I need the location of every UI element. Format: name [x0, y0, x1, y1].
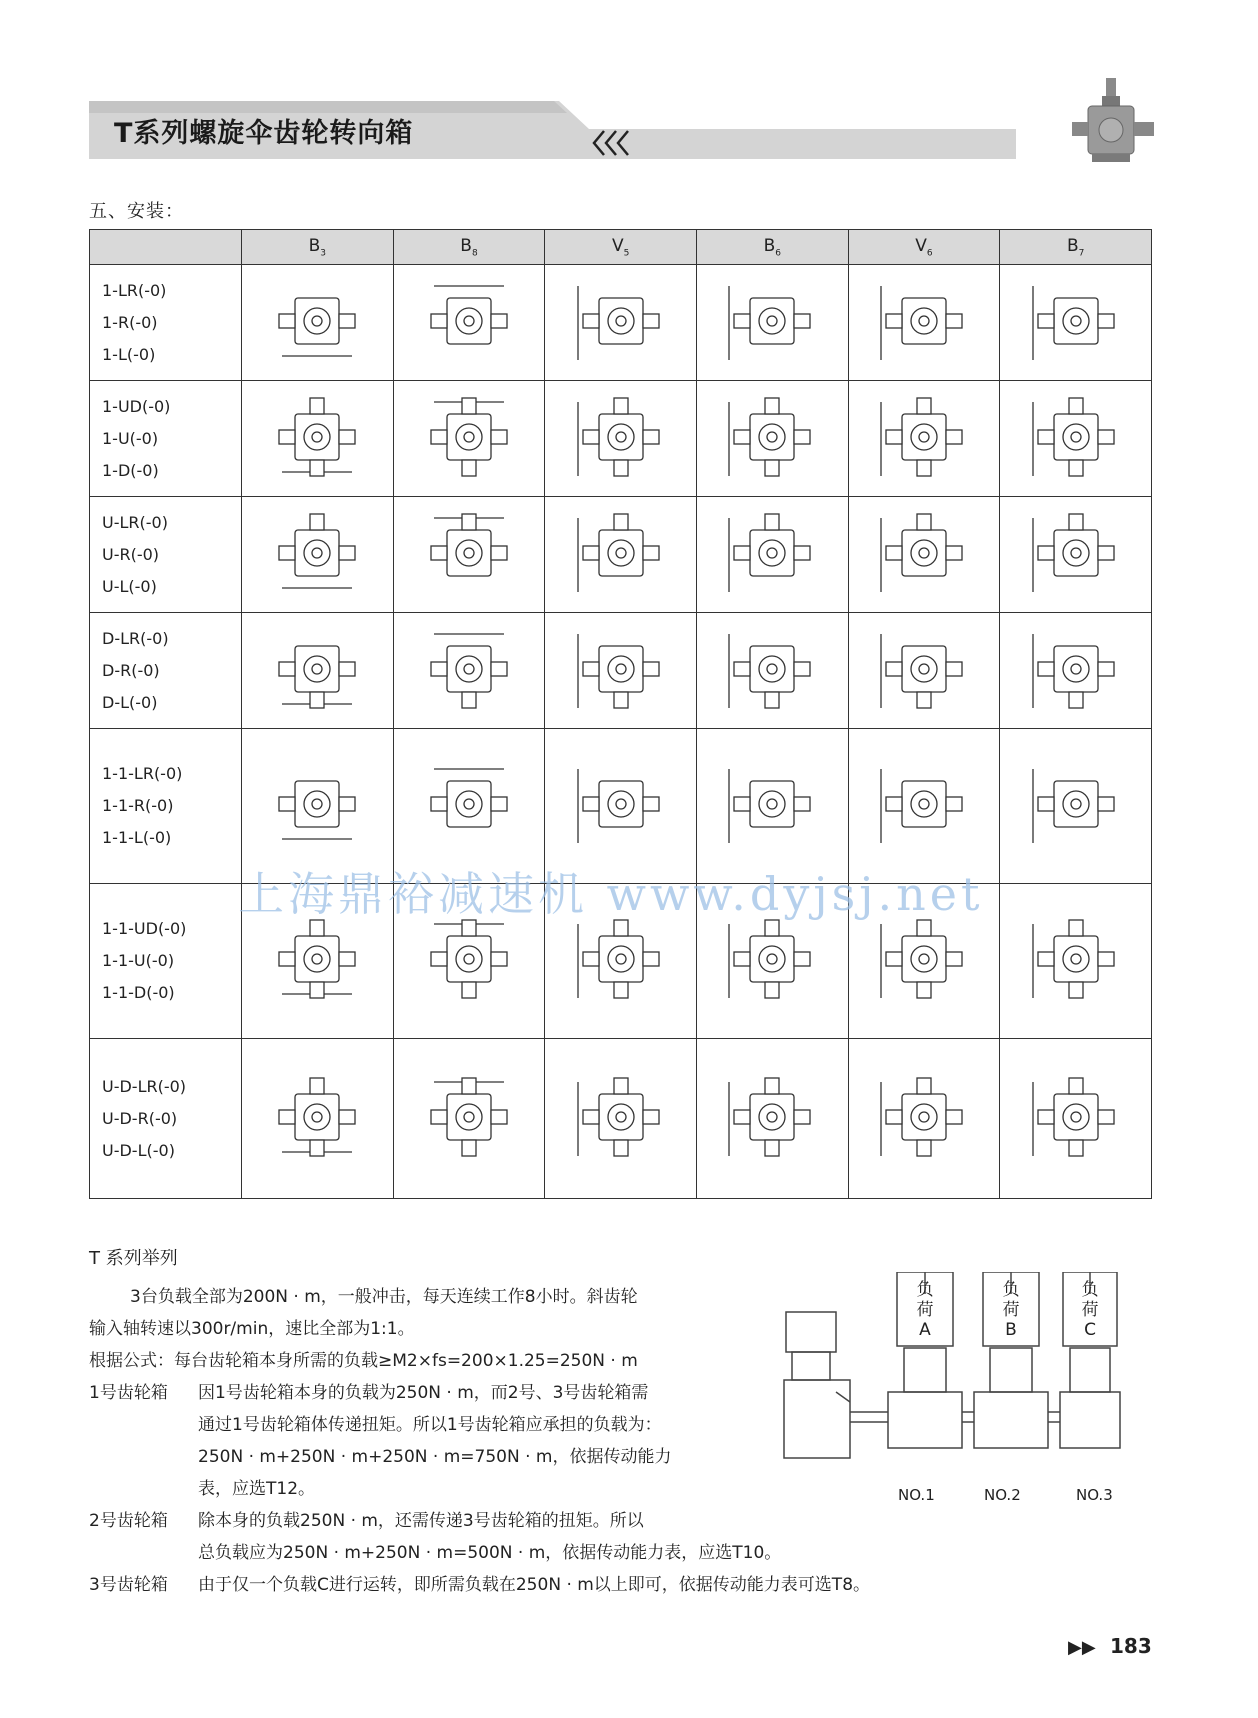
mount-drawing-cell — [1000, 497, 1152, 613]
gearbox-drawing-icon — [869, 1072, 979, 1162]
mount-drawing-cell — [393, 1039, 545, 1199]
mount-drawing-cell — [545, 613, 697, 729]
gearbox-drawing-icon — [566, 914, 676, 1004]
table-row — [90, 381, 1152, 497]
gearbox-drawing-icon — [414, 624, 524, 714]
mount-drawing-cell — [393, 265, 545, 381]
watermark: 上海鼎裕减速机 www.dyjsj.net — [238, 867, 984, 921]
gearbox-drawing-icon — [262, 392, 372, 482]
box1-line: 表，应选T12。 — [198, 1479, 316, 1499]
gearbox-drawing-icon — [262, 508, 372, 598]
gearbox-drawing-icon — [1021, 392, 1131, 482]
mount-code: D-LR(-0) — [102, 628, 169, 648]
mount-code-cell — [90, 265, 242, 381]
mount-code: 1-LR(-0) — [102, 280, 167, 300]
col-header: $V_6$ — [848, 230, 1000, 265]
gearbox-drawing-icon — [869, 392, 979, 482]
mount-drawing-cell — [242, 381, 394, 497]
gearbox-product-icon — [1062, 72, 1162, 172]
mount-drawing-cell — [393, 613, 545, 729]
gearbox-drawing-icon — [414, 392, 524, 482]
mount-code-cell — [90, 729, 242, 884]
gearbox-drawing-icon — [717, 624, 827, 714]
box3-label: 3号齿轮箱 — [89, 1575, 168, 1595]
gearbox-drawing-icon — [1021, 1072, 1131, 1162]
mount-drawing-cell — [696, 1039, 848, 1199]
gearbox-drawing-icon — [1021, 624, 1131, 714]
mount-code: U-L(-0) — [102, 576, 157, 596]
mount-code: 1-R(-0) — [102, 312, 158, 332]
table-row — [90, 265, 1152, 381]
chevrons-icon — [588, 128, 638, 162]
mount-code: 1-U(-0) — [102, 428, 159, 448]
mount-code: U-LR(-0) — [102, 512, 168, 532]
gearbox-drawing-icon — [717, 759, 827, 849]
mount-code: 1-UD(-0) — [102, 396, 171, 416]
mount-code: U-R(-0) — [102, 544, 160, 564]
gearbox-drawing-icon — [717, 392, 827, 482]
mount-drawing-cell — [1000, 884, 1152, 1039]
box3-line: 由于仅一个负载C进行运转，即所需负载在250N · m以上即可，依据传动能力表可选T8。 — [198, 1575, 871, 1595]
gearbox-drawing-icon — [566, 1072, 676, 1162]
mount-code: 1-D(-0) — [102, 460, 159, 480]
gearbox-drawing-icon — [717, 276, 827, 366]
example-intro-1: 3台负载全部为200N · m，一般冲击，每天连续工作8小时。斜齿轮 — [130, 1287, 638, 1307]
page-number: 183 — [1110, 1634, 1152, 1658]
mount-drawing-cell — [545, 265, 697, 381]
load-label-a: 负 荷 A — [916, 1280, 934, 1340]
mount-code: U-D-LR(-0) — [102, 1076, 187, 1096]
mount-drawing-cell — [848, 1039, 1000, 1199]
mount-code: U-D-R(-0) — [102, 1108, 178, 1128]
mount-code: 1-1-UD(-0) — [102, 919, 187, 938]
mount-code: 1-1-L(-0) — [102, 828, 172, 847]
mount-drawing-cell — [1000, 265, 1152, 381]
mount-code: 1-1-LR(-0) — [102, 764, 183, 783]
mount-code: U-D-L(-0) — [102, 1140, 175, 1160]
box1-label: 1号齿轮箱 — [89, 1383, 168, 1403]
gearbox-drawing-icon — [566, 624, 676, 714]
mount-code: D-L(-0) — [102, 692, 158, 712]
col-header: $B_7$ — [1000, 230, 1152, 265]
section-title: 五、安装： — [89, 201, 184, 222]
gearbox-drawing-icon — [414, 1072, 524, 1162]
example-title: T 系列举列 — [89, 1248, 178, 1269]
unit-label: NO.1 — [898, 1486, 935, 1504]
mount-drawing-cell — [242, 497, 394, 613]
box1-line: 通过1号齿轮箱体传递扭矩。所以1号齿轮箱应承担的负载为： — [198, 1415, 662, 1435]
mount-drawing-cell — [696, 265, 848, 381]
gearbox-drawing-icon — [1021, 914, 1131, 1004]
col-header: $B_3$ — [242, 230, 394, 265]
mount-drawing-cell — [393, 381, 545, 497]
mount-code: 1-1-D(-0) — [102, 983, 175, 1002]
corner-header — [90, 230, 242, 265]
gearbox-drawing-icon — [1021, 276, 1131, 366]
mount-code-cell — [90, 613, 242, 729]
table-row — [90, 1039, 1152, 1199]
col-header: $B_8$ — [393, 230, 545, 265]
gearbox-drawing-icon — [566, 508, 676, 598]
mount-drawing-cell — [1000, 613, 1152, 729]
gearbox-drawing-icon — [1021, 508, 1131, 598]
load-label-b: 负 荷 B — [1002, 1280, 1020, 1340]
gearbox-drawing-icon — [414, 508, 524, 598]
col-header: $B_6$ — [696, 230, 848, 265]
mount-drawing-cell — [1000, 1039, 1152, 1199]
mount-code-cell — [90, 381, 242, 497]
gearbox-drawing-icon — [262, 759, 372, 849]
mount-code-cell — [90, 884, 242, 1039]
mount-drawing-cell — [848, 265, 1000, 381]
mount-drawing-cell — [545, 497, 697, 613]
gearbox-drawing-icon — [869, 276, 979, 366]
unit-label: NO.3 — [1076, 1486, 1113, 1504]
box2-label: 2号齿轮箱 — [89, 1511, 168, 1531]
load-label-c: 负 荷 C — [1081, 1280, 1099, 1340]
gearbox-drawing-icon — [414, 759, 524, 849]
mount-drawing-cell — [393, 497, 545, 613]
gearbox-drawing-icon — [1021, 759, 1131, 849]
mount-drawing-cell — [242, 1039, 394, 1199]
mount-code: D-R(-0) — [102, 660, 160, 680]
mounting-table — [89, 229, 1152, 1199]
gearbox-drawing-icon — [566, 276, 676, 366]
gearbox-drawing-icon — [414, 276, 524, 366]
gearbox-drawing-icon — [262, 1072, 372, 1162]
mount-drawing-cell — [1000, 729, 1152, 884]
mount-code: 1-1-R(-0) — [102, 796, 174, 815]
example-formula: 根据公式：每台齿轮箱本身所需的负载≥M2×fs=200×1.25=250N · m — [89, 1351, 638, 1371]
mount-drawing-cell — [848, 381, 1000, 497]
page-title: T系列螺旋伞齿轮转向箱 — [114, 118, 414, 149]
mount-drawing-cell — [696, 497, 848, 613]
box2-line: 除本身的负载250N · m，还需传递3号齿轮箱的扭矩。所以 — [198, 1511, 644, 1531]
gearbox-drawing-icon — [717, 1072, 827, 1162]
box1-line: 250N · m+250N · m+250N · m=750N · m，依据传动能力 — [198, 1447, 672, 1467]
transmission-diagram — [778, 1272, 1148, 1512]
gearbox-drawing-icon — [869, 759, 979, 849]
gearbox-drawing-icon — [566, 759, 676, 849]
gearbox-drawing-icon — [869, 914, 979, 1004]
mount-drawing-cell — [848, 497, 1000, 613]
gearbox-drawing-icon — [414, 914, 524, 1004]
mount-code-cell — [90, 1039, 242, 1199]
gearbox-drawing-icon — [717, 914, 827, 1004]
example-intro-2: 输入轴转速以300r/min，速比全部为1:1。 — [89, 1319, 415, 1339]
gearbox-drawing-icon — [869, 624, 979, 714]
mount-drawing-cell — [848, 613, 1000, 729]
mount-code-cell — [90, 497, 242, 613]
mount-drawing-cell — [1000, 381, 1152, 497]
unit-label: NO.2 — [984, 1486, 1021, 1504]
mount-drawing-cell — [545, 381, 697, 497]
mount-drawing-cell — [545, 1039, 697, 1199]
gearbox-drawing-icon — [262, 914, 372, 1004]
mount-code: 1-L(-0) — [102, 344, 156, 364]
mount-drawing-cell — [242, 265, 394, 381]
gearbox-drawing-icon — [869, 508, 979, 598]
gearbox-drawing-icon — [717, 508, 827, 598]
page-arrows-icon: ▶▶ — [1068, 1637, 1096, 1658]
table-header-row — [90, 230, 1152, 265]
gearbox-drawing-icon — [262, 624, 372, 714]
mount-drawing-cell — [696, 613, 848, 729]
box2-line: 总负载应为250N · m+250N · m=500N · m，依据传动能力表，应选T10。 — [198, 1543, 782, 1563]
table-row — [90, 497, 1152, 613]
mount-code: 1-1-U(-0) — [102, 951, 175, 970]
box1-line: 因1号齿轮箱本身的负载为250N · m，而2号、3号齿轮箱需 — [198, 1383, 649, 1403]
table-row — [90, 613, 1152, 729]
gearbox-drawing-icon — [262, 276, 372, 366]
gearbox-drawing-icon — [566, 392, 676, 482]
col-header: $V_5$ — [545, 230, 697, 265]
mount-drawing-cell — [696, 381, 848, 497]
mount-drawing-cell — [242, 613, 394, 729]
